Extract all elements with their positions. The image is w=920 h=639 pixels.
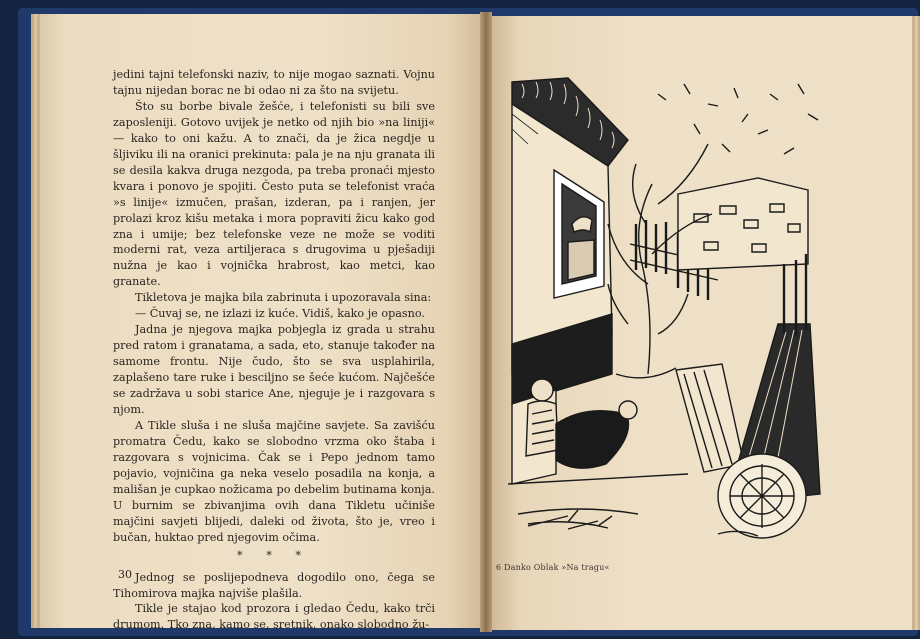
paragraph: Što su borbe bivale žešće, i telefonisti su bili sve zaposleniji. Gotovo uvijek je netko od njih bio »na liniji« — kako to oni kažu. A to znači, da je žica negdje u šljiviku ili na oranici prekinuta: pala je na nju granata ili se desila kakva druga nezgoda, pa treba pronaći mjesto kvara i ponovo je spojiti. Često puta se telefonist vraća »s linije« izmučen, prašan, izderan, pa i ranjen, jer prolazi kroz kišu metaka i mora popraviti žicu kako god zna i umije; bez telefonske veze ne može se voditi moderni rat, veza artiljeraca s drugovima u pješadiji nužna je kao i vojnička hrabrost, kao metci, kao granate. bbox=[113, 99, 435, 289]
paragraph: jedini tajni telefonski naziv, to nije mogao saznati. Vojnu tajnu nijedan borac ne bi odao ni za što na svijetu. bbox=[113, 68, 435, 97]
child-figure bbox=[531, 379, 553, 401]
paragraph: Jadna je njegova majka pobjegla iz grada u strahu pred ratom i granatama, a sada, eto, stanuje također na samome frontu. Nije čudo, što se sva usplahirila, zaplašeno tare ruke i besciljno se šeće kućom. Najčešće se zadržava u sobi starice Ane, njeguje je i razgovara s njom. bbox=[113, 323, 435, 417]
paragraph: Tikletova je majka bila zabrinuta i upozoravala sina: bbox=[135, 291, 432, 305]
debris bbox=[658, 84, 818, 154]
child-figure bbox=[619, 401, 637, 419]
section-separator: * * * bbox=[237, 548, 311, 562]
paragraph: — Čuvaj se, ne izlazi iz kuće. Vidiš, kako je opasno. bbox=[135, 307, 425, 321]
paragraph: Tikle je stajao kod prozora i gledao Čedu, kako trči drumom. Tko zna, kamo se, sretnik, onako slobodno žu- bbox=[113, 602, 435, 632]
paragraph: A Tikle sluša i ne sluša majčine savjete. Sa zavišću promatra Čedu, kako se slobodno vrzma oko štaba i razgovara s vojnicima. Čak se i Pepo jednom tamo pojavio, vojničina ga neka veselo posadila na konja, a mališan je cupkao nožicama po debelim butinama konja. U burnim se zbivanjima ovih dana Tikletu učiniše majčini savjeti blijedi, daleki od života, što je, vreo i bučan, huktao pred njegovim očima. bbox=[113, 418, 435, 544]
paragraph: Jednog se poslijepodneva dogodilo ono, čega se Tihomirova majka najviše plašila. bbox=[113, 570, 435, 600]
page-number: 30 bbox=[118, 568, 132, 581]
printer-signature: 6 Danko Oblak »Na tragu« bbox=[496, 563, 610, 572]
left-page-text bbox=[113, 67, 435, 633]
book-gutter bbox=[480, 12, 492, 632]
illustration bbox=[508, 74, 830, 544]
